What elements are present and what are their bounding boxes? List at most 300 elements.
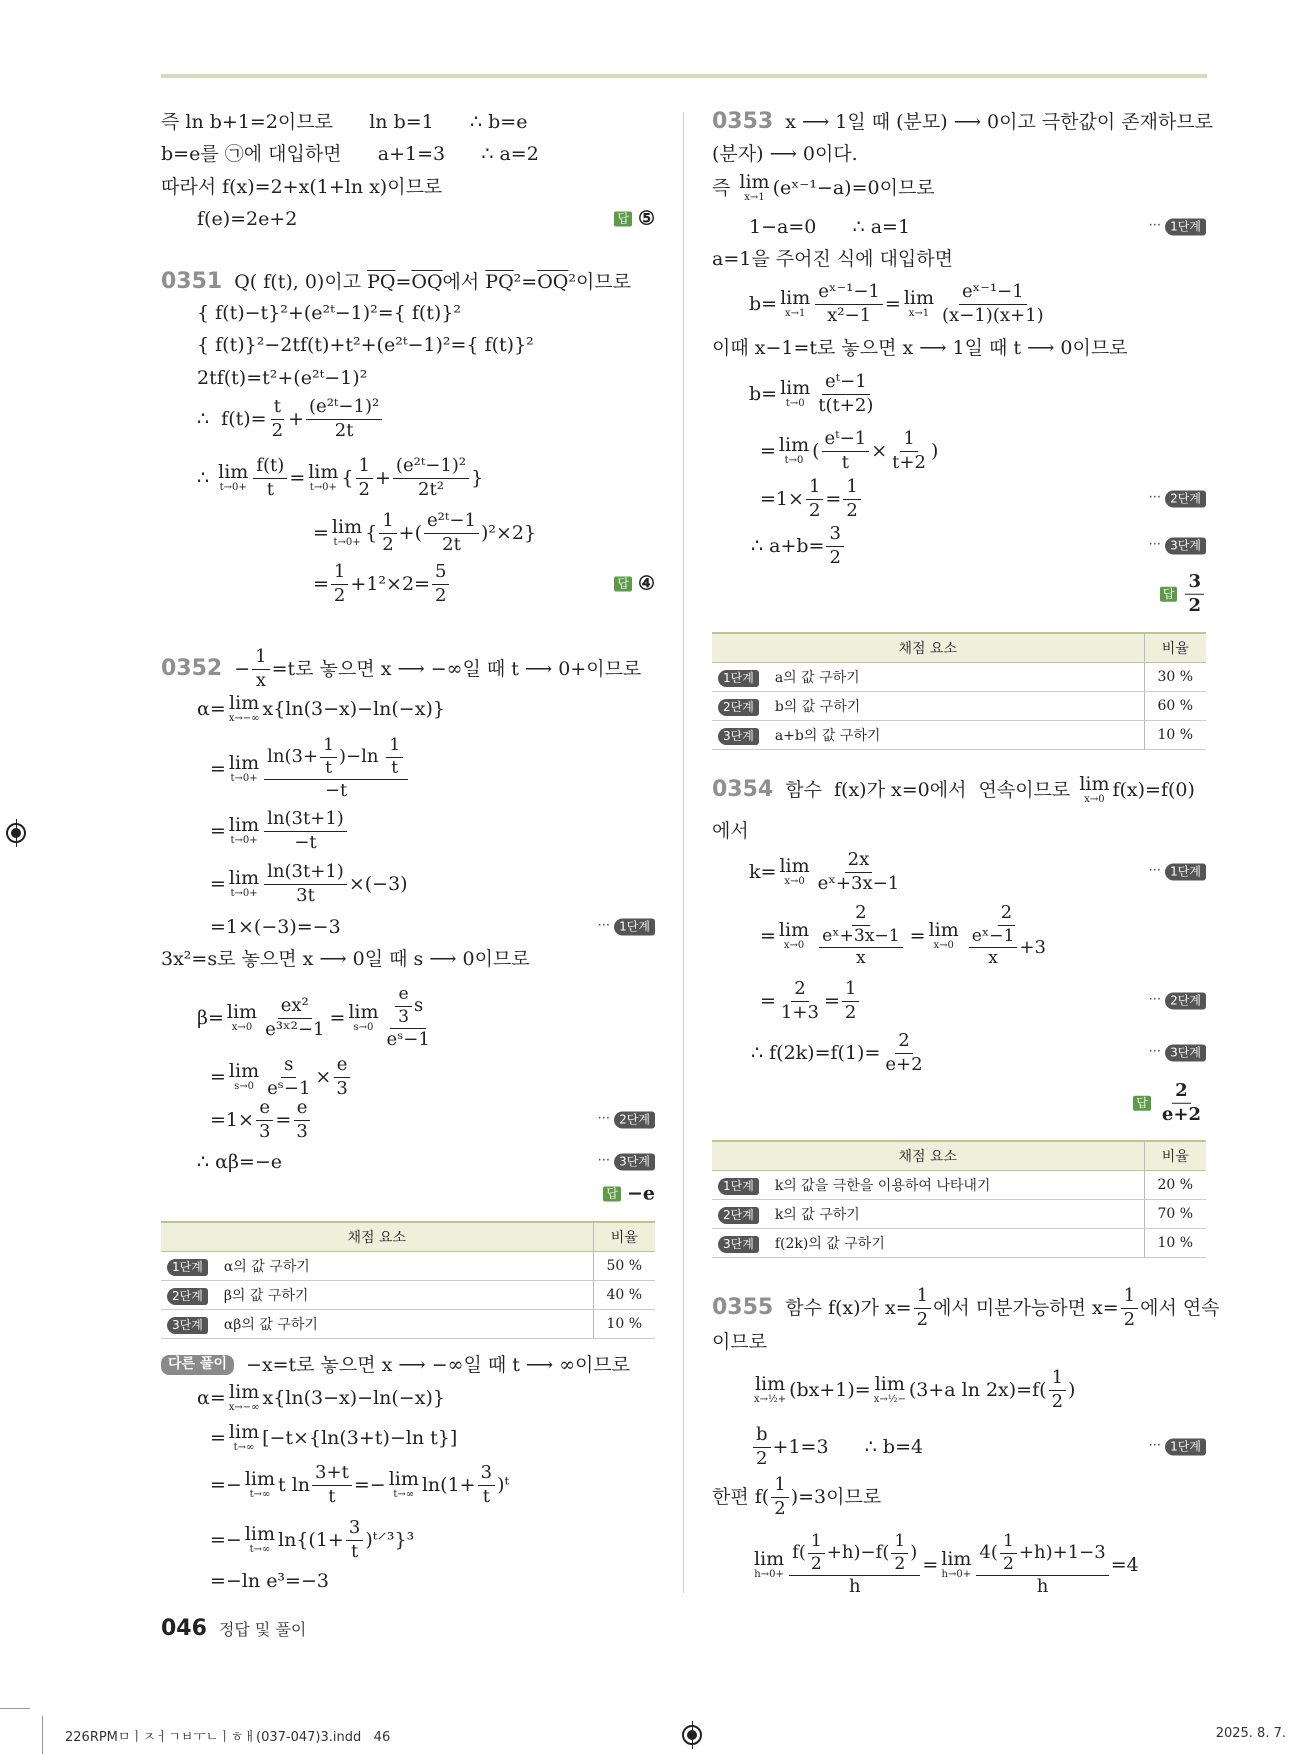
problem-number: 0355 bbox=[712, 1294, 774, 1320]
math-text: s bbox=[284, 1053, 294, 1075]
criteria-text: k의 값 구하기 bbox=[774, 1206, 860, 1223]
math-text: =− bbox=[353, 1473, 386, 1496]
math-text: t+2 bbox=[892, 451, 926, 473]
numerator bbox=[253, 456, 287, 479]
numerator bbox=[395, 985, 411, 1007]
denominator bbox=[356, 479, 373, 501]
limit bbox=[754, 1550, 784, 1580]
math-text: +h)+1−3 bbox=[1018, 1541, 1106, 1563]
table-row bbox=[712, 691, 1206, 720]
math-text: 함수 f(x)가 x=0에서 연속이므로 bbox=[785, 778, 1077, 801]
math-text: t bbox=[328, 1485, 336, 1507]
math-text: ln(3t+1) bbox=[267, 860, 344, 882]
fraction bbox=[262, 996, 327, 1041]
denominator bbox=[882, 1054, 925, 1076]
math-text: 3 bbox=[829, 522, 841, 544]
step-badge: 2단계 bbox=[167, 1288, 208, 1305]
fraction bbox=[356, 456, 373, 501]
numerator bbox=[1000, 1532, 1017, 1554]
fraction bbox=[789, 1532, 920, 1598]
criteria-text: β의 값 구하기 bbox=[223, 1287, 309, 1304]
math-text: 2 bbox=[333, 584, 346, 606]
fraction bbox=[771, 1475, 788, 1520]
answer bbox=[614, 574, 655, 595]
file-name: 226RPMㅁㅣㅈㅓㄱㅂㅜㄴㅣㅎㅐ(037-047)3.indd bbox=[65, 1730, 362, 1745]
math-text: = bbox=[825, 487, 842, 510]
step-badge: 1단계 bbox=[718, 670, 759, 687]
limit bbox=[389, 1470, 419, 1500]
fraction bbox=[320, 736, 337, 778]
fraction bbox=[826, 524, 843, 569]
solution-line bbox=[161, 108, 655, 136]
problem-0352 bbox=[161, 645, 655, 691]
denominator bbox=[388, 758, 401, 779]
solution-line bbox=[210, 734, 655, 802]
solution-line bbox=[197, 692, 655, 724]
numerator bbox=[334, 1055, 351, 1078]
numerator bbox=[390, 985, 426, 1029]
math-text: × bbox=[315, 1065, 332, 1088]
solution-line bbox=[760, 901, 1206, 969]
step-badge: 3단계 bbox=[718, 728, 759, 745]
math-text: f(e)=2e+2 bbox=[197, 207, 298, 230]
math-text: +3 bbox=[1019, 936, 1046, 958]
numerator bbox=[822, 372, 870, 395]
lim-subscript: h→0+ bbox=[941, 1569, 972, 1580]
math-text: 1−a=0 ∴ a=1 bbox=[749, 215, 911, 238]
limit bbox=[218, 463, 248, 493]
denominator bbox=[395, 1007, 412, 1028]
math-text: 함수 f(x)가 x= bbox=[785, 1296, 912, 1319]
math-text: +1²×2= bbox=[350, 572, 430, 595]
denominator bbox=[914, 1309, 931, 1331]
numerator bbox=[826, 524, 843, 547]
math-text: 3 bbox=[336, 1077, 348, 1099]
criteria-text: f(2k)의 값 구하기 bbox=[774, 1235, 885, 1252]
crop-mark bbox=[42, 1716, 43, 1754]
step-badge: 3단계 bbox=[1165, 1045, 1206, 1062]
solution-line bbox=[210, 1053, 655, 1099]
criteria-text: α의 값 구하기 bbox=[223, 1258, 310, 1275]
math-text: Q( f(t), 0)이고 bbox=[234, 270, 368, 293]
fraction bbox=[256, 1098, 273, 1143]
solution-line bbox=[749, 370, 1206, 416]
denominator bbox=[264, 1078, 313, 1100]
fraction bbox=[842, 979, 859, 1024]
lim-subscript: x→−∞ bbox=[228, 1402, 260, 1413]
fraction bbox=[432, 562, 449, 607]
fraction bbox=[393, 456, 469, 501]
math-text: b= bbox=[749, 382, 778, 405]
fraction bbox=[264, 809, 347, 854]
math-text: 3 bbox=[1188, 570, 1201, 592]
limit bbox=[229, 754, 259, 784]
math-text: a=1을 주어진 식에 대입하면 bbox=[712, 247, 953, 270]
denominator bbox=[842, 1002, 859, 1024]
lim-subscript: t→0+ bbox=[230, 773, 258, 784]
problem-number: 0351 bbox=[161, 268, 223, 294]
registration-mark-icon bbox=[6, 823, 26, 843]
solution-line bbox=[712, 140, 1206, 168]
numerator bbox=[806, 477, 823, 500]
denominator bbox=[293, 1121, 310, 1143]
denominator bbox=[778, 1002, 822, 1024]
step-badge: 2단계 bbox=[1165, 993, 1206, 1010]
math-text: +1=3 ∴ b=4 bbox=[772, 1435, 924, 1458]
math-text: ln(3t+1) bbox=[267, 807, 344, 829]
registration-mark-icon bbox=[682, 1725, 702, 1745]
math-text: 2t² bbox=[418, 478, 444, 500]
numerator bbox=[256, 1098, 273, 1121]
step-badge: 2단계 bbox=[1165, 491, 1206, 508]
fraction bbox=[964, 903, 1049, 969]
numerator bbox=[312, 1463, 352, 1486]
solution-line bbox=[712, 245, 1206, 273]
solution-line bbox=[712, 171, 1206, 203]
math-text: 2 bbox=[846, 499, 858, 521]
denominator bbox=[432, 585, 449, 607]
math-text: 4( bbox=[979, 1541, 998, 1563]
fraction bbox=[778, 979, 822, 1024]
numerator bbox=[1049, 1368, 1066, 1391]
solution-line bbox=[210, 860, 655, 906]
math-text: 2 bbox=[794, 977, 806, 999]
numerator bbox=[264, 736, 408, 780]
problem-number: 0352 bbox=[161, 655, 223, 681]
limit bbox=[229, 694, 260, 724]
math-text: e+2 bbox=[885, 1053, 923, 1075]
lim-text: lim bbox=[331, 516, 363, 538]
math-text: e+2 bbox=[1161, 1103, 1201, 1125]
ellipsis: ··· bbox=[1148, 218, 1166, 234]
denominator bbox=[753, 1448, 770, 1470]
fraction bbox=[814, 903, 908, 969]
math-text: +( bbox=[398, 521, 423, 544]
math-text: t bbox=[482, 1485, 490, 1507]
lim-text: lim bbox=[903, 287, 934, 309]
fraction bbox=[253, 456, 287, 501]
problem-0353 bbox=[712, 108, 1214, 136]
limit bbox=[941, 1550, 971, 1580]
crop-mark bbox=[0, 1708, 30, 1709]
math-text: 2 bbox=[382, 533, 394, 555]
lim-text: lim bbox=[778, 434, 810, 456]
fraction bbox=[806, 477, 823, 522]
solution-line bbox=[210, 1567, 655, 1595]
lim-text: lim bbox=[308, 461, 339, 483]
numerator bbox=[1121, 1286, 1138, 1309]
math-text: 에서 bbox=[712, 819, 749, 842]
solution-line bbox=[197, 364, 655, 392]
answer bbox=[1133, 1081, 1206, 1126]
math-text: 3 bbox=[398, 1006, 410, 1027]
step-badge: 1단계 bbox=[167, 1259, 208, 1276]
limit bbox=[332, 518, 362, 548]
math-text: ²이므로 bbox=[568, 270, 632, 293]
numerator bbox=[842, 979, 859, 1002]
denominator bbox=[439, 534, 464, 556]
numerator bbox=[306, 397, 382, 420]
math-text: 3 bbox=[296, 1120, 308, 1142]
math-text: eˣ⁻¹−1 bbox=[818, 280, 880, 302]
denominator bbox=[480, 1486, 493, 1508]
numerator bbox=[320, 736, 337, 758]
math-text: 1 bbox=[846, 475, 858, 497]
fraction bbox=[386, 736, 403, 778]
math-text: ×(−3) bbox=[348, 872, 408, 895]
step-badge: 2단계 bbox=[718, 699, 759, 716]
table-row bbox=[161, 1280, 655, 1309]
numerator bbox=[808, 1532, 825, 1554]
limit bbox=[780, 379, 810, 409]
solution-line bbox=[161, 140, 655, 168]
solution-line bbox=[210, 913, 655, 941]
math-text: ln(1+ bbox=[421, 1473, 476, 1496]
math-text: ( bbox=[812, 439, 820, 462]
math-text: 2x bbox=[847, 848, 870, 870]
math-text: 1 bbox=[1051, 1366, 1064, 1388]
step-badge: 3단계 bbox=[614, 1154, 655, 1171]
math-text: 3 bbox=[258, 1120, 271, 1142]
math-text: e bbox=[259, 1096, 271, 1118]
math-text: ex² bbox=[280, 994, 309, 1016]
solution-line bbox=[760, 475, 1206, 521]
ellipsis: ··· bbox=[1148, 992, 1166, 1008]
denominator bbox=[771, 1498, 788, 1520]
math-text: α= bbox=[197, 697, 226, 720]
solution-line bbox=[197, 395, 655, 441]
math-text: 1 bbox=[333, 560, 346, 582]
lim-subscript: t→∞ bbox=[249, 1489, 271, 1500]
math-text: eˣ−1 bbox=[971, 925, 1015, 946]
math-text: t bbox=[273, 395, 281, 417]
numerator bbox=[1185, 572, 1204, 595]
denominator bbox=[262, 1019, 327, 1041]
lim-text: lim bbox=[229, 692, 260, 714]
lim-subscript: h→0+ bbox=[754, 1569, 784, 1580]
fraction bbox=[939, 282, 1047, 327]
step-marker bbox=[598, 1112, 655, 1129]
answer bbox=[603, 1184, 655, 1205]
math-text: t bbox=[266, 478, 274, 500]
math-text: = bbox=[210, 757, 226, 780]
lim-subscript: x→−∞ bbox=[228, 713, 260, 724]
table-row bbox=[712, 1199, 1206, 1228]
math-text: x{ln(3−x)−ln(−x)} bbox=[262, 1386, 445, 1409]
solution-line bbox=[197, 299, 655, 327]
numerator bbox=[959, 282, 1027, 305]
numerator bbox=[264, 809, 347, 832]
math-text: 1 bbox=[1002, 1530, 1014, 1551]
numerator bbox=[891, 1532, 908, 1554]
numerator bbox=[379, 511, 396, 534]
header-criteria: 채점 요소 bbox=[712, 1141, 1144, 1170]
math-text: = bbox=[313, 572, 329, 595]
lim-text: lim bbox=[228, 814, 260, 836]
table-row bbox=[712, 662, 1206, 691]
table-row bbox=[161, 1309, 655, 1338]
math-text: = bbox=[760, 989, 776, 1012]
math-text: = bbox=[884, 292, 901, 315]
solution-line bbox=[197, 331, 655, 359]
math-text: ln(3+ bbox=[267, 745, 319, 767]
math-text: 2 bbox=[1188, 594, 1201, 616]
math-text: (분자) ⟶ 0이다. bbox=[712, 142, 858, 165]
step-badge: 1단계 bbox=[1165, 864, 1206, 881]
lim-text: lim bbox=[780, 287, 811, 309]
ellipsis: ··· bbox=[1148, 1438, 1166, 1454]
criteria-text: b의 값 구하기 bbox=[774, 698, 861, 715]
lim-subscript: s→0 bbox=[234, 1081, 254, 1092]
denominator bbox=[256, 1121, 273, 1143]
lim-text: lim bbox=[928, 919, 959, 941]
lim-text: lim bbox=[228, 1060, 260, 1082]
limit bbox=[227, 1003, 257, 1033]
denominator bbox=[293, 885, 318, 907]
denominator bbox=[333, 1078, 350, 1100]
numerator bbox=[998, 903, 1015, 926]
math-text: 2 bbox=[898, 1029, 910, 1051]
solution-line bbox=[313, 509, 655, 555]
solution-line bbox=[210, 1421, 655, 1453]
math-text: 2 bbox=[894, 1553, 906, 1574]
denominator bbox=[291, 832, 319, 854]
limit bbox=[229, 816, 259, 846]
denominator bbox=[322, 780, 350, 802]
ratio-cell: 70 % bbox=[1144, 1199, 1206, 1228]
denominator bbox=[332, 420, 357, 442]
step-badge: 3단계 bbox=[1165, 538, 1206, 555]
lim-subscript: t→∞ bbox=[393, 1489, 415, 1500]
math-text: 1 bbox=[255, 645, 267, 667]
math-text: 2tf(t)=t²+(e²ᵗ−1)² bbox=[197, 366, 368, 389]
math-text: = bbox=[760, 439, 776, 462]
math-text: { bbox=[365, 521, 378, 544]
math-text: 1 bbox=[389, 734, 401, 755]
ratio-cell: 20 % bbox=[1144, 1170, 1206, 1199]
denominator bbox=[379, 534, 396, 556]
header-ratio: 비율 bbox=[593, 1222, 655, 1251]
solution-line bbox=[197, 205, 655, 233]
print-slug bbox=[65, 1726, 390, 1745]
fraction bbox=[914, 1286, 931, 1331]
math-text: × bbox=[871, 439, 888, 462]
lim-subscript: s→0 bbox=[353, 1022, 374, 1033]
lim-subscript: t→0+ bbox=[219, 482, 247, 493]
math-text: ④ bbox=[637, 572, 655, 595]
math-text: t bbox=[391, 757, 399, 778]
step-badge: 3단계 bbox=[167, 1317, 208, 1334]
lim-text: lim bbox=[218, 461, 249, 483]
math-text: t bbox=[325, 757, 332, 778]
math-text: 3 bbox=[480, 1461, 493, 1483]
denominator bbox=[1000, 1554, 1017, 1575]
numerator bbox=[771, 1475, 788, 1498]
math-text: 1 bbox=[810, 1530, 822, 1551]
numerator bbox=[346, 1518, 363, 1541]
math-text: ∴ f(2k)=f(1)= bbox=[751, 1041, 881, 1064]
fraction bbox=[331, 562, 348, 607]
math-text: =− bbox=[210, 1473, 242, 1496]
fraction bbox=[891, 1532, 908, 1574]
numerator bbox=[914, 1286, 931, 1309]
math-text: 1+3 bbox=[780, 1001, 819, 1023]
math-text: 2 bbox=[916, 1308, 929, 1330]
math-text: eˣ+3x−1 bbox=[822, 925, 900, 946]
numerator bbox=[900, 429, 917, 452]
math-text: 2 bbox=[855, 901, 867, 923]
fraction bbox=[346, 1518, 363, 1563]
fraction bbox=[889, 429, 929, 474]
fraction bbox=[1121, 1286, 1138, 1331]
numerator bbox=[791, 979, 808, 1002]
math-text: (e²ᵗ−1)² bbox=[309, 395, 380, 417]
ellipsis: ··· bbox=[1148, 490, 1166, 506]
math-text: 즉 ln b+1=2이므로 ln b=1 ∴ b=e bbox=[161, 110, 528, 133]
solution-line bbox=[749, 280, 1206, 326]
math-text: = bbox=[289, 466, 306, 489]
limit bbox=[245, 1525, 275, 1555]
math-text: 3+t bbox=[315, 1461, 349, 1483]
math-text: { f(t)}²−2tf(t)+t²+(e²ᵗ−1)²={ f(t)}² bbox=[197, 333, 534, 356]
limit bbox=[874, 1375, 906, 1405]
limit bbox=[229, 1062, 259, 1092]
denominator bbox=[939, 305, 1047, 327]
solution-line bbox=[313, 560, 655, 606]
denominator bbox=[253, 670, 269, 692]
answer-badge-icon: 답 bbox=[1160, 586, 1178, 601]
math-text: e bbox=[296, 1096, 308, 1118]
math-text: 에서 연속 bbox=[1140, 1296, 1220, 1319]
limit bbox=[229, 1383, 260, 1413]
fraction bbox=[269, 397, 286, 442]
limit bbox=[779, 436, 809, 466]
math-text: h bbox=[848, 1576, 861, 1598]
math-text: 2 bbox=[271, 419, 284, 441]
math-text: b bbox=[756, 1423, 768, 1445]
ratio-cell: 10 % bbox=[593, 1309, 655, 1338]
lim-text: lim bbox=[754, 1548, 785, 1570]
criteria-text: a+b의 값 구하기 bbox=[774, 727, 881, 744]
math-text: 1 bbox=[903, 427, 915, 449]
math-text: −t bbox=[324, 780, 348, 802]
limit bbox=[229, 869, 259, 899]
math-text: ⑤ bbox=[637, 207, 655, 230]
fraction bbox=[379, 511, 396, 556]
math-text: 1 bbox=[916, 1284, 929, 1306]
math-text: )ᵗ bbox=[497, 1473, 510, 1496]
math-text: 즉 bbox=[712, 176, 737, 199]
solution-line bbox=[197, 454, 655, 500]
math-text: =t로 놓으면 x ⟶ −∞일 때 t ⟶ 0+이므로 bbox=[271, 657, 642, 680]
math-text: )−ln bbox=[339, 745, 385, 767]
step-marker bbox=[1149, 993, 1206, 1010]
limit bbox=[1079, 775, 1109, 805]
answer-line bbox=[161, 1180, 655, 1208]
solution-line bbox=[210, 1516, 655, 1562]
numerator bbox=[271, 397, 284, 420]
lim-text: lim bbox=[348, 1001, 379, 1023]
math-text: 에서 bbox=[442, 270, 486, 293]
fraction bbox=[424, 511, 479, 556]
fraction bbox=[264, 736, 408, 802]
scoring-table-0354 bbox=[712, 1140, 1206, 1258]
limit bbox=[779, 857, 809, 887]
limit bbox=[245, 1470, 275, 1500]
step-badge: 1단계 bbox=[614, 919, 655, 936]
scoring-table-0352 bbox=[161, 1221, 655, 1339]
step-marker bbox=[1149, 1045, 1206, 1062]
